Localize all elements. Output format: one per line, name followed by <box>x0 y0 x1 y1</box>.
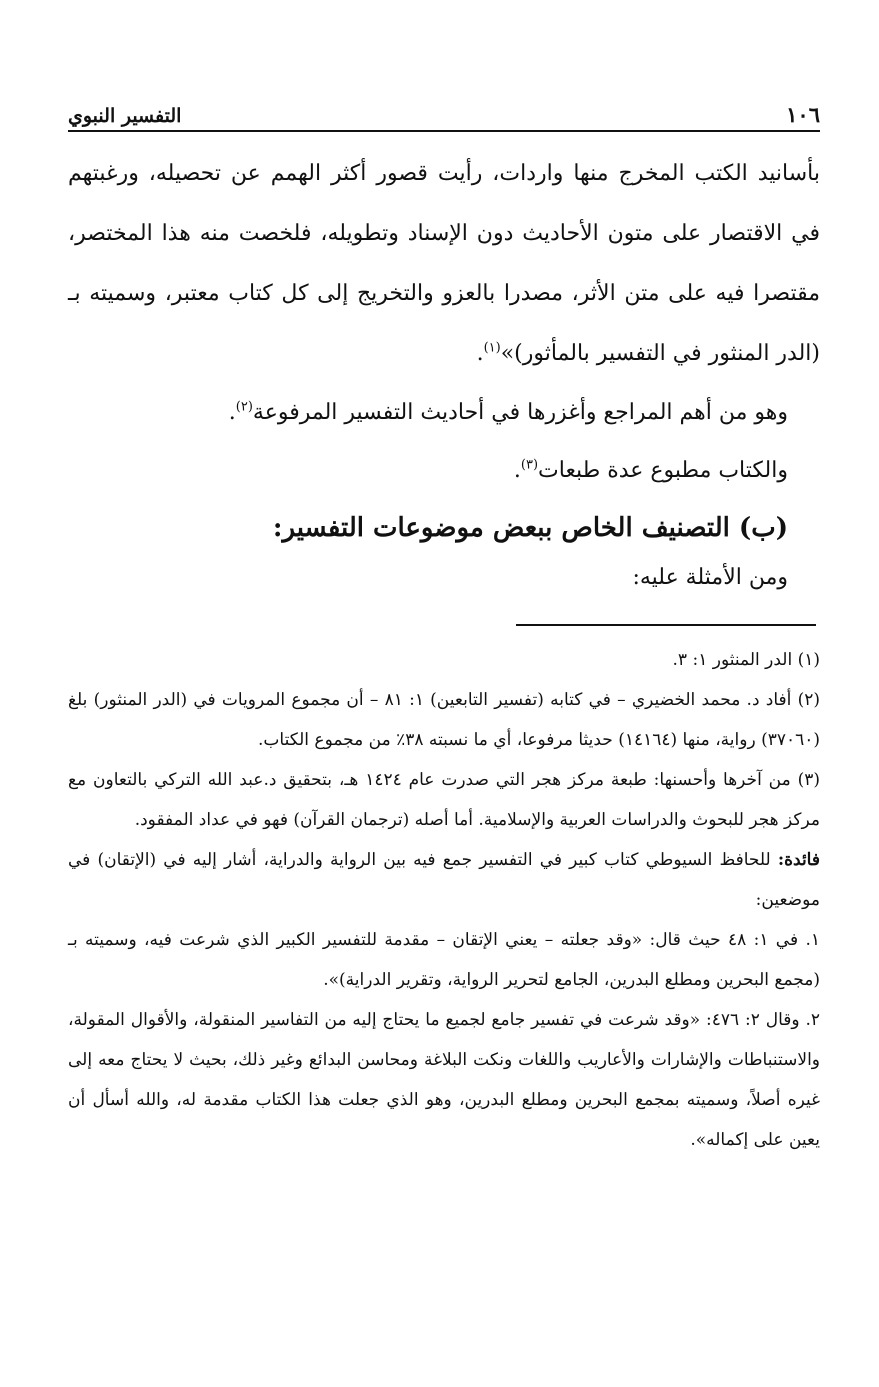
faidah-item-2: ٢. وقال ٢: ٤٧٦: «وقد شرعت في تفسير جامع لجميع ما يحتاج إليه من التفاسير المنقولة، والأقوال المقولة، والاستنباطات والإشارات والأعاريب واللغات ونكت البلاغة ومحاسن البدائع وغير ذلك، بحيث لا يحتاج معه إلى غيره أصلاً، وسميته بمجمع البحرين ومطلع البدرين، وهو الذي جعلت هذا الكتاب مقدمة له، والله أسأل أن يعين على إكماله». <box>68 1010 820 1150</box>
paragraph-4: ومن الأمثلة عليه: <box>632 565 788 590</box>
footnotes <box>68 640 820 1160</box>
faidah-item-1: ١. في ١: ٤٨ حيث قال: «وقد جعلته – يعني الإتقان – مقدمة للتفسير الكبير الذي شرعت فيه، وسميته بـ (مجمع البحرين ومطلع البدرين، الجامع لتحرير الرواية، وتقرير الدراية)». <box>68 930 820 990</box>
paragraph-3-end: . <box>513 458 521 483</box>
footnote-separator <box>516 624 816 626</box>
main-text <box>68 144 820 600</box>
page-number: ١٠٦ <box>786 102 820 127</box>
faidah-label: فائدة: <box>777 850 820 870</box>
running-title: التفسير النبوي <box>68 105 182 127</box>
section-heading: (ب) التصنيف الخاص ببعض موضوعات التفسير: <box>272 513 788 543</box>
paragraph-2 <box>68 384 820 442</box>
footnote-ref-2[interactable]: (٢) <box>235 399 253 415</box>
faidah-text: للحافظ السيوطي كتاب كبير في التفسير جمع فيه بين الرواية والدراية، أشار إليه في (الإتقان) في موضعين: <box>68 850 820 910</box>
footnote-2: (٢) أفاد د. محمد الخضيري – في كتابه (تفسير التابعين) ١: ٨١ – أن مجموع المرويات في (الدر المنثور) بلغ (٣٧٠٦٠) رواية، منها (١٤١٦٤) حديثا مرفوعا، أي ما نسبته ٣٨٪ من مجموع الكتاب. <box>68 690 820 750</box>
faidah-note <box>68 840 820 920</box>
paragraph-3 <box>68 442 820 500</box>
paragraph-2-text: وهو من أهم المراجع وأغزرها في أحاديث التفسير المرفوعة <box>252 400 788 425</box>
paragraph-1-text: بأسانيد الكتب المخرج منها واردات، رأيت قصور أكثر الهمم عن تحصيله، ورغبتهم في الاقتصار على متون الأحاديث دون الإسناد وتطويله، فلخصت منه هذا المختصر، مقتصرا فيه على متن الأثر، مصدرا بالعزو والتخريج إلى كل كتاب معتبر، وسميته بـ (الدر المنثور في التفسير بالمأثور)» <box>68 161 820 366</box>
paragraph-2-end: . <box>228 400 236 425</box>
paragraph-3-text: والكتاب مطبوع عدة طبعات <box>538 458 788 483</box>
footnote-ref-1[interactable]: (١) <box>483 340 501 356</box>
paragraph-1-end: . <box>476 341 484 366</box>
footnote-1: (١) الدر المنثور ١: ٣. <box>672 650 820 670</box>
footnote-3: (٣) من آخرها وأحسنها: طبعة مركز هجر التي صدرت عام ١٤٢٤ هـ، بتحقيق د.عبد الله التركي بالتعاون مع مركز هجر للبحوث والدراسات العربية والإسلامية. أما أصله (ترجمان القرآن) فهو في عداد المفقود. <box>68 770 820 830</box>
footnote-ref-3[interactable]: (٣) <box>520 457 539 473</box>
page-header <box>68 100 820 132</box>
paragraph-1 <box>68 144 820 384</box>
